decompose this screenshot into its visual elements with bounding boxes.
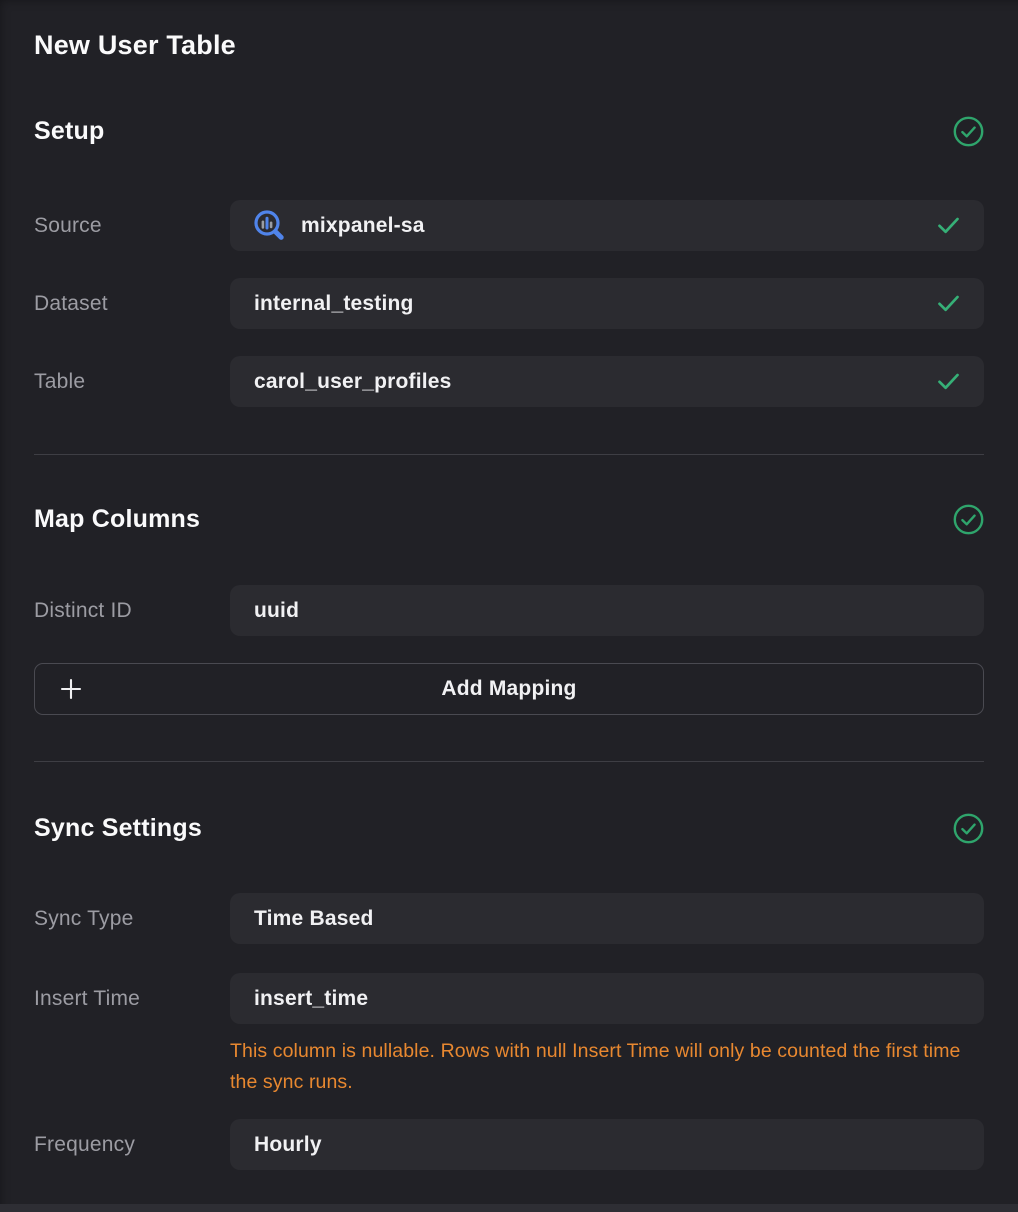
distinct-id-row <box>34 585 984 636</box>
source-value: mixpanel-sa <box>301 213 425 237</box>
insert-time-nullable-warning: This column is nullable. Rows with null Insert Time will only be counted the first time the sync runs. <box>230 1040 961 1093</box>
table-row <box>34 356 984 407</box>
check-icon <box>937 216 960 235</box>
check-icon <box>937 372 960 391</box>
circle-check-icon <box>953 116 984 147</box>
plus-icon <box>60 678 82 700</box>
dataset-row <box>34 278 984 329</box>
source-select[interactable] <box>230 200 984 251</box>
circle-check-icon <box>953 504 984 535</box>
frequency-select[interactable] <box>230 1119 984 1170</box>
dataset-value: internal_testing <box>254 291 414 315</box>
sync-type-row <box>34 893 984 944</box>
table-value: carol_user_profiles <box>254 369 452 393</box>
source-label: Source <box>34 213 102 237</box>
circle-check-icon <box>953 813 984 844</box>
frequency-label: Frequency <box>34 1132 136 1156</box>
section-sync-settings <box>34 812 984 1170</box>
page-title: New User Table <box>34 30 236 60</box>
frequency-row <box>34 1119 984 1170</box>
frequency-value: Hourly <box>254 1132 322 1156</box>
insert-time-value: insert_time <box>254 986 369 1010</box>
distinct-id-label: Distinct ID <box>34 598 132 622</box>
insert-time-label: Insert Time <box>34 986 141 1010</box>
section-divider <box>34 761 984 762</box>
table-label: Table <box>34 369 86 393</box>
table-select[interactable] <box>230 356 984 407</box>
dataset-label: Dataset <box>34 291 108 315</box>
sync-type-label: Sync Type <box>34 906 134 930</box>
sync-type-value: Time Based <box>254 906 374 930</box>
insert-time-select[interactable] <box>230 973 984 1024</box>
distinct-id-select[interactable] <box>230 585 984 636</box>
section-setup <box>34 115 984 407</box>
insert-time-row <box>34 973 984 1024</box>
section-title-sync-settings: Sync Settings <box>34 814 202 842</box>
bottom-edge <box>0 1204 1018 1212</box>
check-icon <box>937 294 960 313</box>
section-title-map-columns: Map Columns <box>34 505 201 533</box>
data-search-icon <box>250 207 288 245</box>
section-divider <box>34 454 984 455</box>
section-title-setup: Setup <box>34 117 105 145</box>
distinct-id-value: uuid <box>254 598 300 622</box>
source-row <box>34 200 984 251</box>
section-map-columns <box>34 503 984 715</box>
sync-type-select[interactable] <box>230 893 984 944</box>
add-mapping-button[interactable] <box>34 663 984 715</box>
add-mapping-label: Add Mapping <box>441 677 577 700</box>
dataset-select[interactable] <box>230 278 984 329</box>
